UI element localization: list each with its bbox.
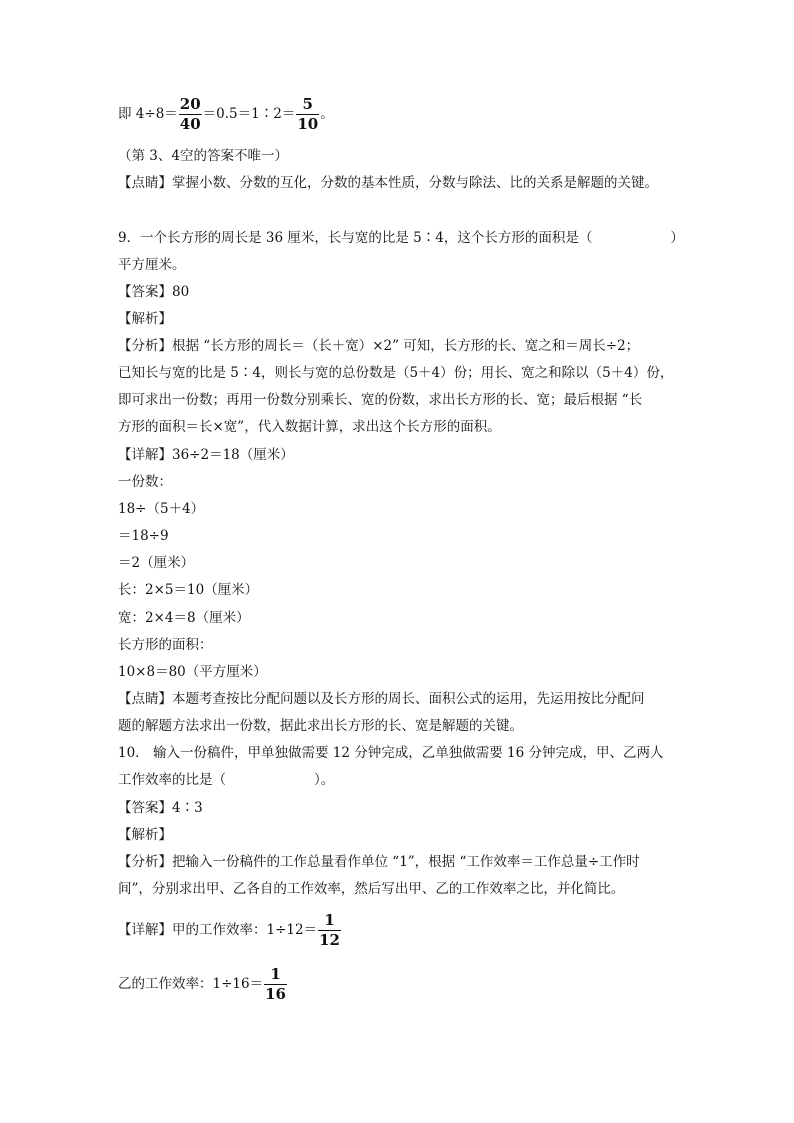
jiexi-heading: 【解析】 (118, 827, 172, 843)
step-line: 一份数： (118, 474, 172, 490)
question-10-text: 10． 输入一份稿件，甲单独做需要 12 分钟完成，乙单独做需要 16 分钟完成，甲、乙两人 (118, 745, 664, 761)
step-line: ＝2（厘米） (118, 555, 195, 571)
note-line: （第 3、4空的答案不唯一） (118, 148, 288, 164)
dianjing-line: 【点睛】本题考查按比分配问题以及长方形的周长、面积公式的运用，先运用按比分配问 (118, 691, 645, 707)
step-line: 长：2×5＝10（厘米） (118, 582, 259, 598)
fraction-5-10: $\frac{5}{10}$ (297, 95, 319, 133)
step-line: ＝18÷9 (118, 528, 169, 544)
xiangjie-line: 【详解】甲的工作效率：1÷12＝ $\frac{1}{12}$ (118, 911, 340, 949)
dianjing-paragraph: 【点睛】掌握小数、分数的互化，分数的基本性质，分数与除法、比的关系是解题的关键。 (118, 175, 658, 191)
step-line: 18÷（5＋4） (118, 501, 205, 517)
dianjing-line: 题的解题方法求出一份数，据此求出长方形的长、宽是解题的关键。 (118, 718, 523, 734)
fraction-20-40: $\frac{20}{40}$ (179, 95, 201, 133)
xiangjie-line: 乙的工作效率：1÷16＝ $\frac{1}{16}$ (118, 965, 286, 1003)
step-line: 10×8＝80（平方厘米） (118, 664, 267, 680)
fenxi-line: 【分析】把输入一份稿件的工作总量看作单位 “1”，根据 “工作效率＝工作总量÷工作时 (118, 854, 640, 870)
answer-line: 【答案】4∶3 (118, 800, 203, 816)
question-9-text: 9．一个长方形的周长是 36 厘米，长与宽的比是 5∶4，这个长方形的面积是（ ） (118, 230, 684, 246)
question-9-text-cont: 平方厘米。 (118, 257, 186, 273)
equation-line: 即 4÷8＝ $\frac{20}{40}$ ＝0.5＝1∶2＝ $\frac{5}{10}$ 。 (118, 95, 334, 133)
fenxi-line: 间”，分别求出甲、乙各自的工作效率，然后写出甲、乙的工作效率之比，并化简比。 (118, 881, 625, 897)
fenxi-line: 方形的面积＝长×宽”，代入数据计算，求出这个长方形的面积。 (118, 419, 501, 435)
fraction-1-12: $\frac{1}{12}$ (319, 911, 340, 949)
fenxi-line: 【分析】根据 “长方形的周长＝（长＋宽）×2” 可知，长方形的长、宽之和＝周长÷2； (118, 338, 640, 354)
jiexi-heading: 【解析】 (118, 311, 172, 327)
step-line: 长方形的面积： (118, 637, 213, 653)
question-10-text-cont: 工作效率的比是（ ）。 (118, 772, 335, 788)
step-line: 宽：2×4＝8（厘米） (118, 610, 250, 626)
xiangjie-line: 【详解】36÷2＝18（厘米） (118, 447, 294, 463)
fenxi-line: 即可求出一份数；再用一份数分别乘长、宽的份数，求出长方形的长、宽；最后根据 “长 (118, 392, 643, 408)
answer-line: 【答案】80 (118, 284, 190, 300)
fraction-1-16: $\frac{1}{16}$ (265, 965, 286, 1003)
fenxi-line: 已知长与宽的比是 5∶4，则长与宽的总份数是（5＋4）份；用长、宽之和除以（5＋4）份， (118, 365, 674, 381)
